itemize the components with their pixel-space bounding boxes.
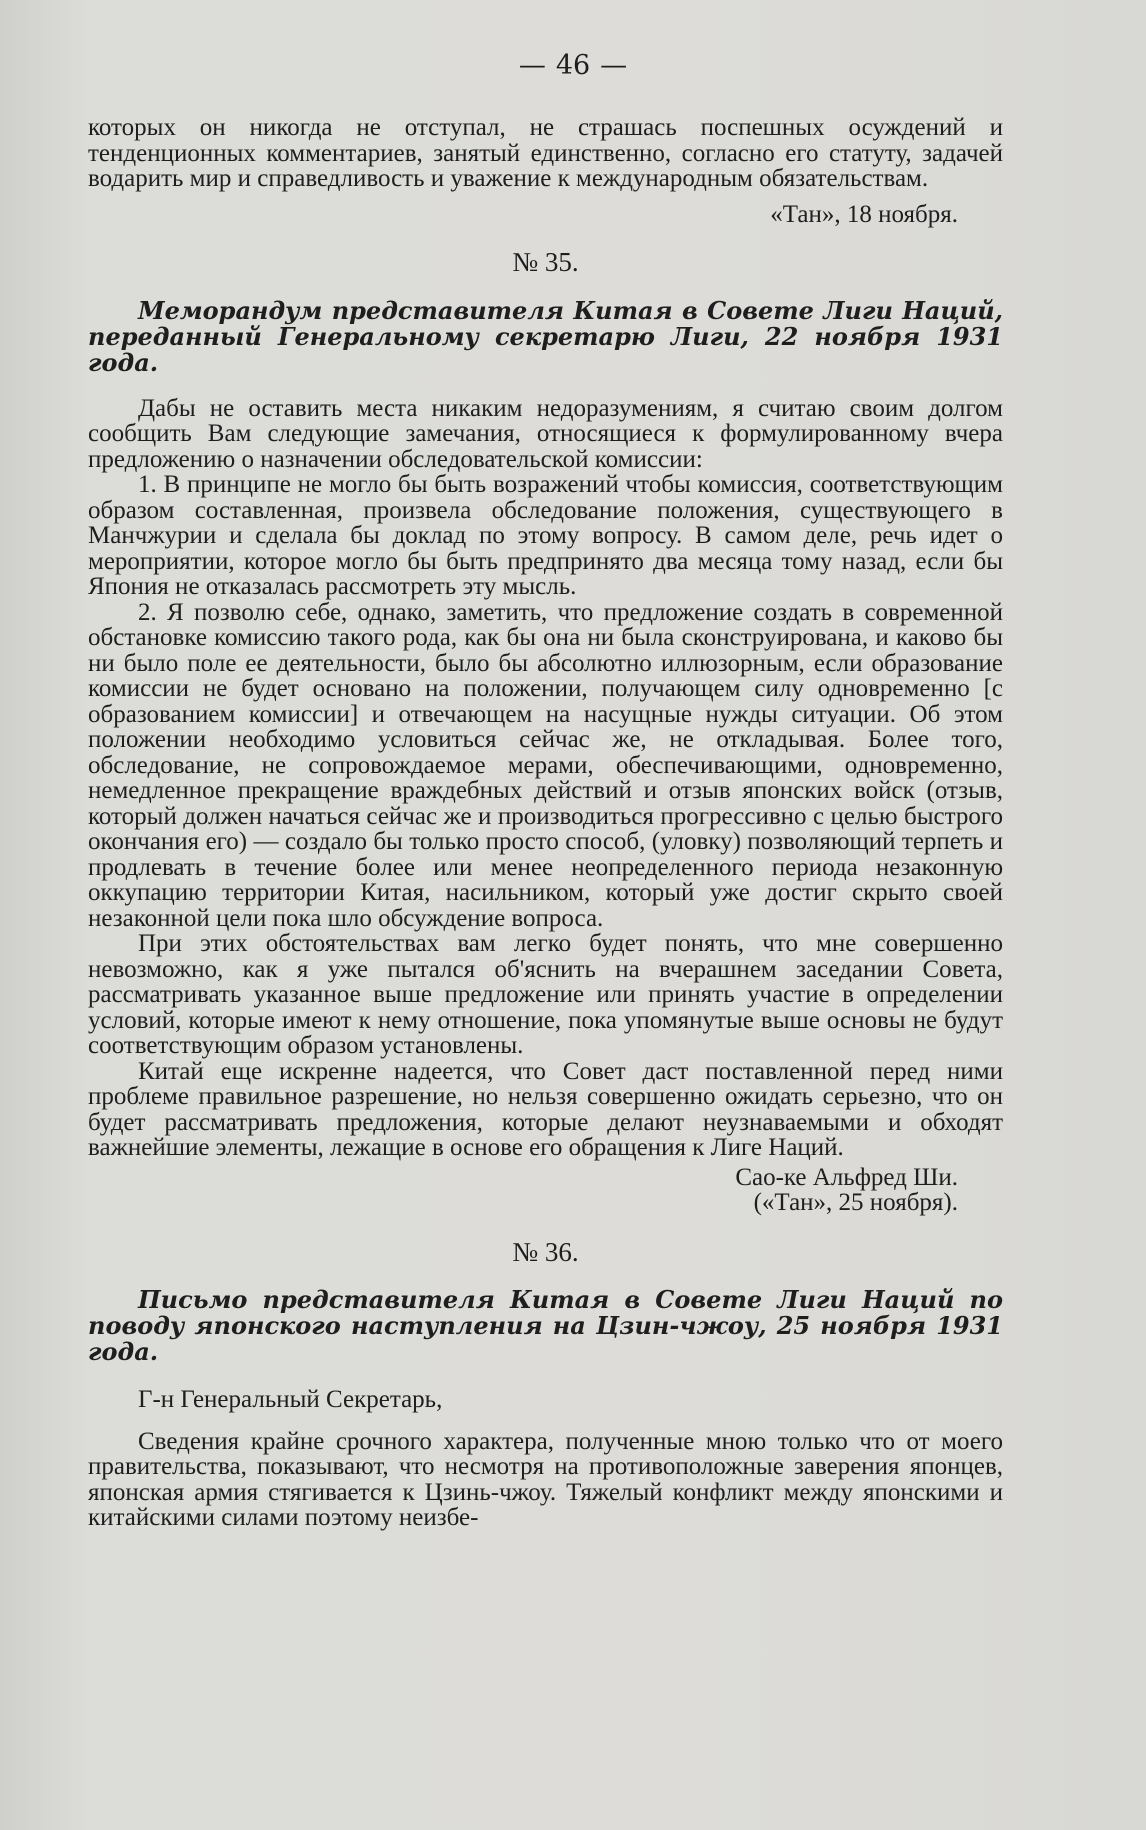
page-number-value: 46 [555, 50, 591, 81]
doc35-paragraph-1: Дабы не оставить места никаким недоразумениям, я считаю своим долгом сообщить Вам следующие замечания, относящиеся к формулированному вчера предложению о назначении обследовательской комиссии: [88, 394, 1003, 473]
text-column [88, 0, 1003, 1531]
doc35-source: («Тан», 25 ноября). [753, 1189, 958, 1216]
doc35-paragraph-3: 2. Я позволю себе, однако, заметить, что предложение создать в современной обстановке комиссию такого рода, как бы она ни была сконструирована, и каково бы ни было поле ее деятельности, было бы абсолютно иллюзорным, если образование комиссии не будет основано на положении, получающем силу одновременно [с образованием комиссии] и отвечающем на насущные нужды ситуации. Об этом положении необходимо условиться сейчас же, не откладывая. Более того, обследование, не сопровождаемое мерами, обеспечивающими, одновременно, немедленное прекращение враждебных действий и отзыв японских войск (отзыв, который должен начаться сейчас же и производиться прогрессивно с целью быстрого окончания его) — создало бы только просто способ, (уловку) позволяющий терпеть и продлевать в течение более или менее неопределенного периода незаконную оккупацию территории Китая, насильником, который уже достиг скрыто своей незаконной цели пока шло обсуждение вопроса. [88, 598, 1003, 932]
doc35-paragraph-4: При этих обстоятельствах вам легко будет понять, что мне совершенно невозможно, как я уже пытался об'яснить на вчерашнем заседании Совета, рассматривать указанное выше предложение или принять участие в определении условий, которые имеют к нему отношение, пока упомянутые выше основы не будут соответствующим образом установлены. [88, 930, 1003, 1059]
doc36-number: № 36. [512, 1236, 579, 1267]
doc36-greeting: Г-н Генеральный Секретарь, [138, 1386, 443, 1413]
doc36-paragraph-1: Сведения крайне срочного характера, полученные мною только что от моего правительства, показывают, что несмотря на противоположные заверения японцев, японская армия стягивается к Цзинь-чжоу. Тяжелый конфликт между японскими и китайскими силами поэтому неизбе- [88, 1427, 1003, 1531]
doc35-title: Меморандум представителя Китая в Совете Лиги Наций, переданный Генеральному секретарю Лиги, 22 ноября 1931 года. [88, 295, 1003, 377]
intro-source: «Тан», 18 ноября. [770, 200, 958, 228]
doc35-number: № 35. [512, 247, 579, 277]
doc35-signature: Сао-ке Альфред Ши. [735, 1163, 958, 1191]
doc35-paragraph-2: 1. В принципе не могло бы быть возражений чтобы комиссия, соответствующим образом составленная, произвела обследование положения, существующего в Манчжурии и сделала бы доклад по этому вопросу. В самом деле, речь идет о мероприятии, которое могло бы быть предпринято два месяца тому назад, если бы Япония не отказалась рассмотреть эту мысль. [88, 471, 1003, 600]
page-number: — 46 — [518, 50, 628, 81]
doc36-title: Письмо представителя Китая в Совете Лиги Наций по поводу японского наступления на Цзин-чжоу, 25 ноября 1931 года. [88, 1285, 1003, 1366]
intro-paragraph: которых он никогда не отступал, не страшась поспешных осуждений и тенденционных комментариев, занятый единственно, согласно его статуту, задачей водарить мир и справедливость и уважение к международным обязательствам. [88, 114, 1003, 192]
doc35-paragraph-5: Китай еще искренне надеется, что Совет даст поставленной перед ними проблеме правильное разрешение, но нельзя совершенно ожидать серьезно, что он будет рассматривать предложения, которые делают неузнаваемыми и обходят важнейшие элементы, лежащие в основе его обращения к Лиге Наций. [88, 1057, 1003, 1161]
